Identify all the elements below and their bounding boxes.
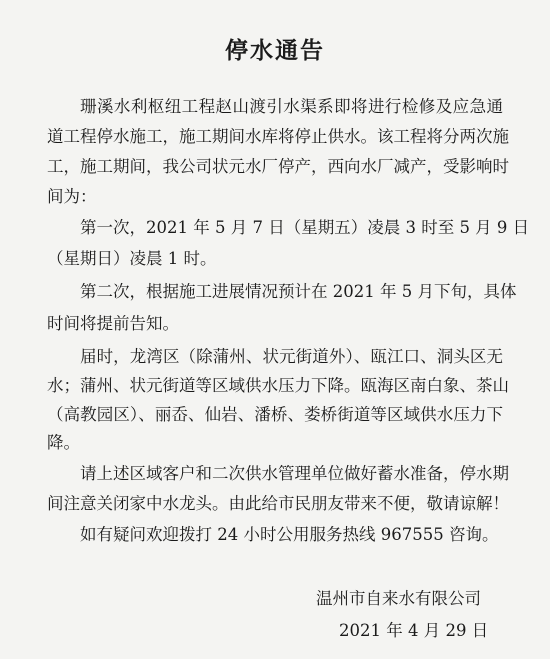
paragraph-line: 第一次，2021 年 5 月 7 日（星期五）凌晨 3 时至 5 月 9 日 (80, 218, 530, 237)
paragraph-line: 时间将提前告知。 (47, 314, 179, 333)
notice-title: 停水通告 (225, 37, 325, 64)
paragraph-line: 道工程停水施工，施工期间水库将停止供水。该工程将分两次施 (47, 127, 509, 146)
signature-date: 2021 年 4 月 29 日 (339, 621, 489, 640)
paragraph-line: 第二次，根据施工进展情况预计在 2021 年 5 月下旬，具体 (80, 282, 517, 301)
paragraph-line: 降。 (47, 433, 80, 452)
paragraph-line: （星期日）凌晨 1 时。 (47, 249, 217, 268)
paragraph-line: 请上述区域客户和二次供水管理单位做好蓄水准备，停水期 (80, 464, 509, 483)
paragraph-line: 如有疑问欢迎拨打 24 小时公用服务热线 967555 咨询。 (80, 525, 499, 544)
paragraph-line: （高教园区）、丽岙、仙岩、潘桥、娄桥街道等区域供水压力下 (47, 405, 503, 424)
paragraph-line: 间注意关闭家中水龙头。由此给市民朋友带来不便，敬请谅解！ (47, 494, 509, 513)
paragraph-line: 间为： (47, 187, 97, 206)
paragraph-line: 珊溪水利枢纽工程赵山渡引水渠系即将进行检修及应急通 (80, 97, 503, 116)
paragraph-line: 届时，龙湾区（除蒲州、状元街道外）、瓯江口、洞头区无 (80, 347, 503, 366)
signature-company: 温州市自来水有限公司 (316, 589, 481, 608)
paragraph-line: 工，施工期间，我公司状元水厂停产，西向水厂减产，受影响时 (47, 157, 509, 176)
paragraph-line: 水；蒲州、状元街道等区域供水压力下降。瓯海区南白象、茶山 (47, 376, 509, 395)
